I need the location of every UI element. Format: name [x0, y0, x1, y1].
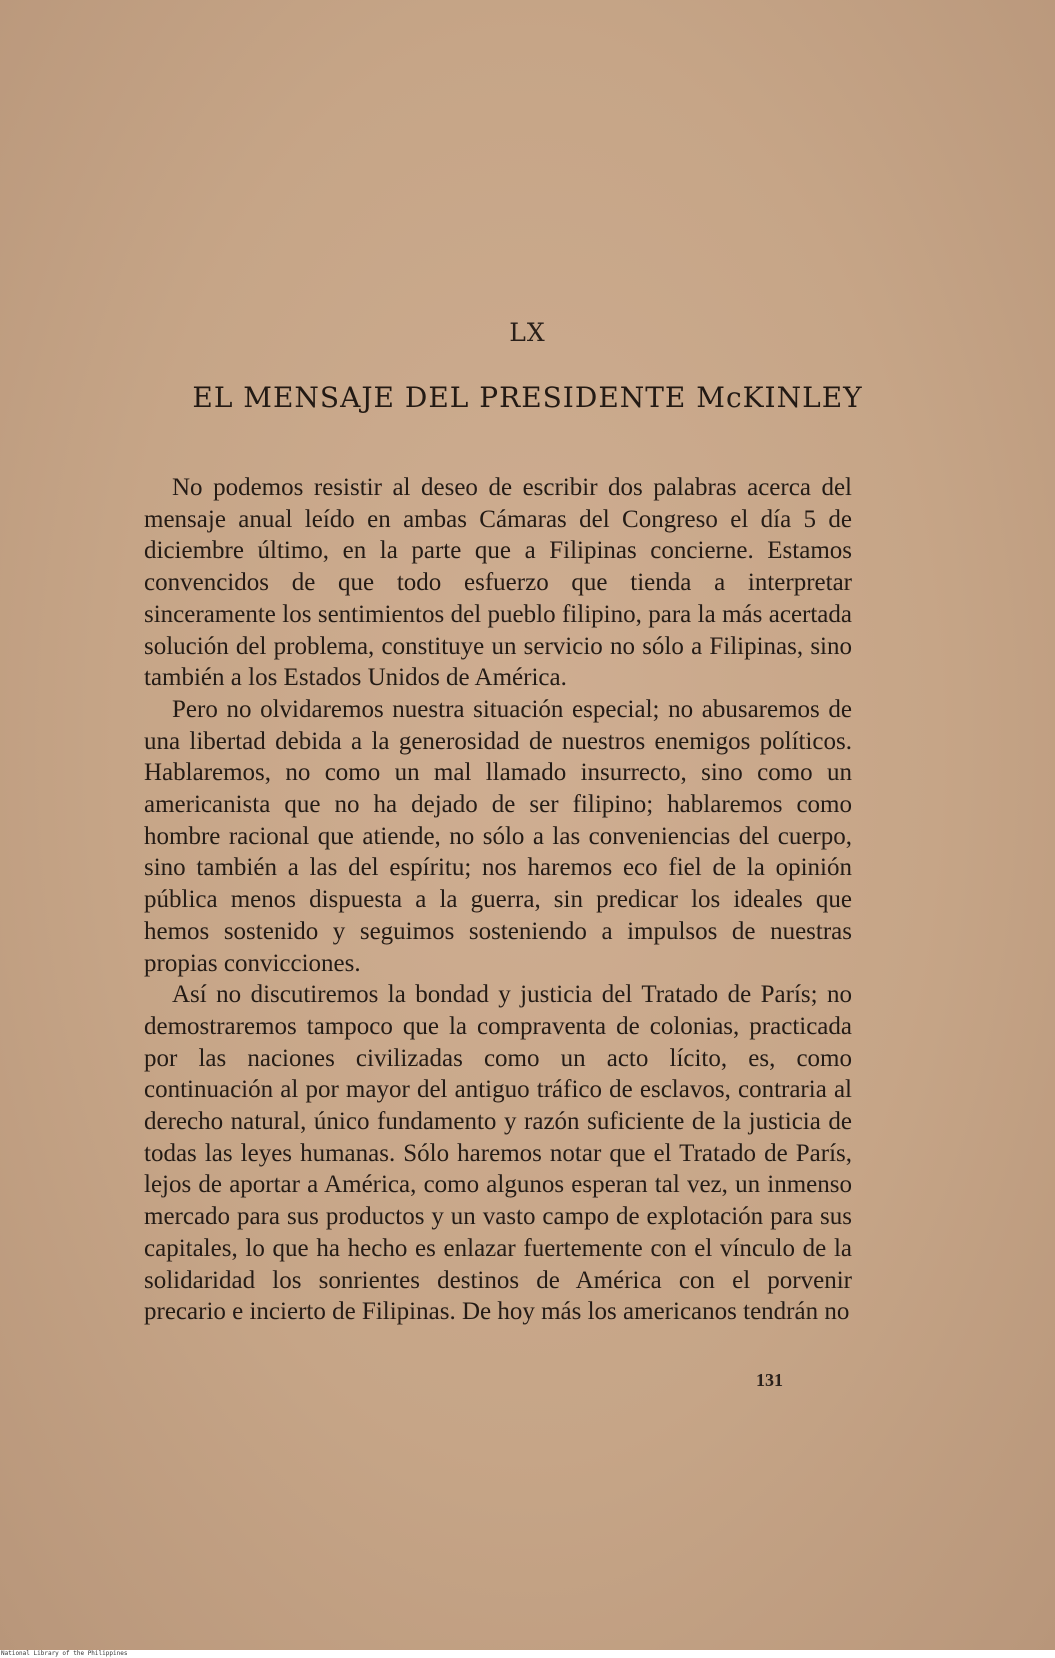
chapter-title: EL MENSAJE DEL PRESIDENTE McKINLEY: [192, 381, 863, 414]
paragraph: No podemos resistir al deseo de escribir dos palabras acerca del mensaje anual leído en ambas Cámaras del Congreso el día 5 de diciembre último, en la parte que a Filipinas concierne. Estamos convencidos de que todo esfuerzo que tienda a interpretar sinceramente los sentimientos del pueblo filipino, para la más acertada solución del problema, constituye un servicio no sólo a Filipinas, sino también a los Estados Unidos de América.: [144, 474, 852, 692]
paragraph: Pero no olvidaremos nuestra situación especial; no abusaremos de una libertad debida a la generosidad de nuestros enemigos políticos. Hablaremos, no como un mal llamado insurrecto, sino como un americanista que no ha dejado de ser filipino; hablaremos como hombre racional que atiende, no sólo a las conveniencias del cuerpo, sino también a las del espíritu; nos haremos eco fiel de la opinión pública menos dispuesta a la guerra, sin predicar los ideales que hemos sostenido y seguimos sosteniendo a impulsos de nuestras propias convicciones.: [144, 695, 852, 977]
page-number: 131: [756, 1370, 783, 1390]
paragraph: Así no discutiremos la bondad y justicia del Tratado de París; no demostraremos tampoco que la compraventa de colonias, practicada por las naciones civilizadas como un acto lícito, es, como continuación al por mayor del antiguo tráfico de esclavos, contraria al derecho natural, único fundamento y razón suficiente de la justicia de todas las leyes humanas. Sólo haremos notar que el Tratado de París, lejos de aportar a América, como algunos esperan tal vez, un inmenso mercado para sus productos y un vasto campo de explotación para sus capitales, lo que ha hecho es enlazar fuertemente con el vínculo de la solidaridad los sonrientes destinos de América con el porvenir precario e incierto de Filipinas. De hoy más los americanos tendrán no: [144, 981, 852, 1326]
chapter-number: LX: [509, 318, 546, 347]
body-text: [144, 472, 852, 1328]
footer-strip: [0, 1650, 1055, 1658]
footer-credit: National Library of the Philippines: [1, 1650, 128, 1657]
